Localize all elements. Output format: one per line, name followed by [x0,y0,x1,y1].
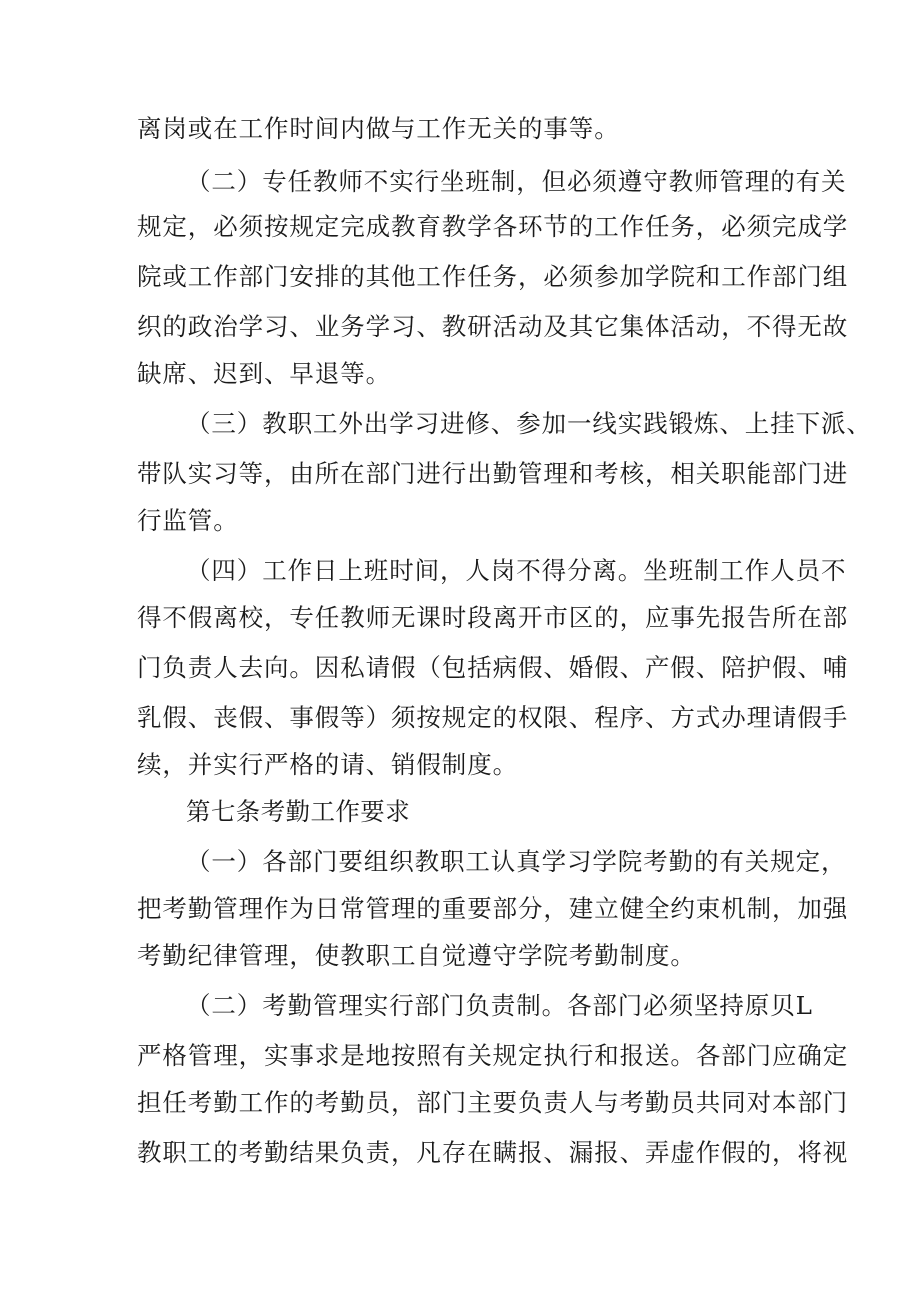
text-line: 考勤纪律管理，使教职工自觉遵守学院考勤制度。 [137,941,696,970]
section-heading: 第七条考勤工作要求 [186,797,411,826]
text-line: 担任考勤工作的考勤员，部门主要负责人与考勤员共同对本部门 [137,1088,849,1117]
paragraph-6-start: （二）考勤管理实行部门负责制。各部门必须坚持原贝L [186,991,813,1020]
text-line: 把考勤管理作为日常管理的重要部分，建立健全约束机制，加强 [137,894,849,923]
text-line: 乳假、丧假、事假等）须按规定的权限、程序、方式办理请假手 [137,703,849,732]
text-line: 带队实习等，由所在部门进行出勤管理和考核，相关职能部门进 [137,459,849,488]
text-line: 缺席、迟到、早退等。 [137,359,391,388]
text-line: 院或工作部门安排的其他工作任务，必须参加学院和工作部门组 [137,262,849,291]
text-line: 教职工的考勤结果负责，凡存在瞒报、漏报、弄虚作假的，将视 [137,1138,849,1167]
text-line: 规定，必须按规定完成教育教学各环节的工作任务，必须完成学 [137,212,849,241]
text-line: 续，并实行严格的请、销假制度。 [137,750,518,779]
text-line: 行监管。 [137,506,239,535]
text-line: 织的政治学习、业务学习、教研活动及其它集体活动，不得无故 [137,312,849,341]
text-line: 严格管理，实事求是地按照有关规定执行和报送。各部门应确定 [137,1041,849,1070]
text-line: 离岗或在工作时间内做与工作无关的事等。 [137,114,620,143]
paragraph-4-start: （四）工作日上班时间，人岗不得分离。坐班制工作人员不 [186,556,847,585]
paragraph-2-start: （二）专任教师不实行坐班制，但必须遵守教师管理的有关 [186,167,847,196]
paragraph-5-start: （一）各部门要组织教职工认真学习学院考勤的有关规定， [186,847,847,876]
paragraph-3-start: （三）教职工外出学习进修、参加一线实践锻炼、上挂下派、 [186,409,872,438]
text-line: 门负责人去向。因私请假（包括病假、婚假、产假、陪护假、哺 [137,653,849,682]
text-line: 得不假离校，专任教师无课时段离开市区的，应事先报告所在部 [137,603,849,632]
